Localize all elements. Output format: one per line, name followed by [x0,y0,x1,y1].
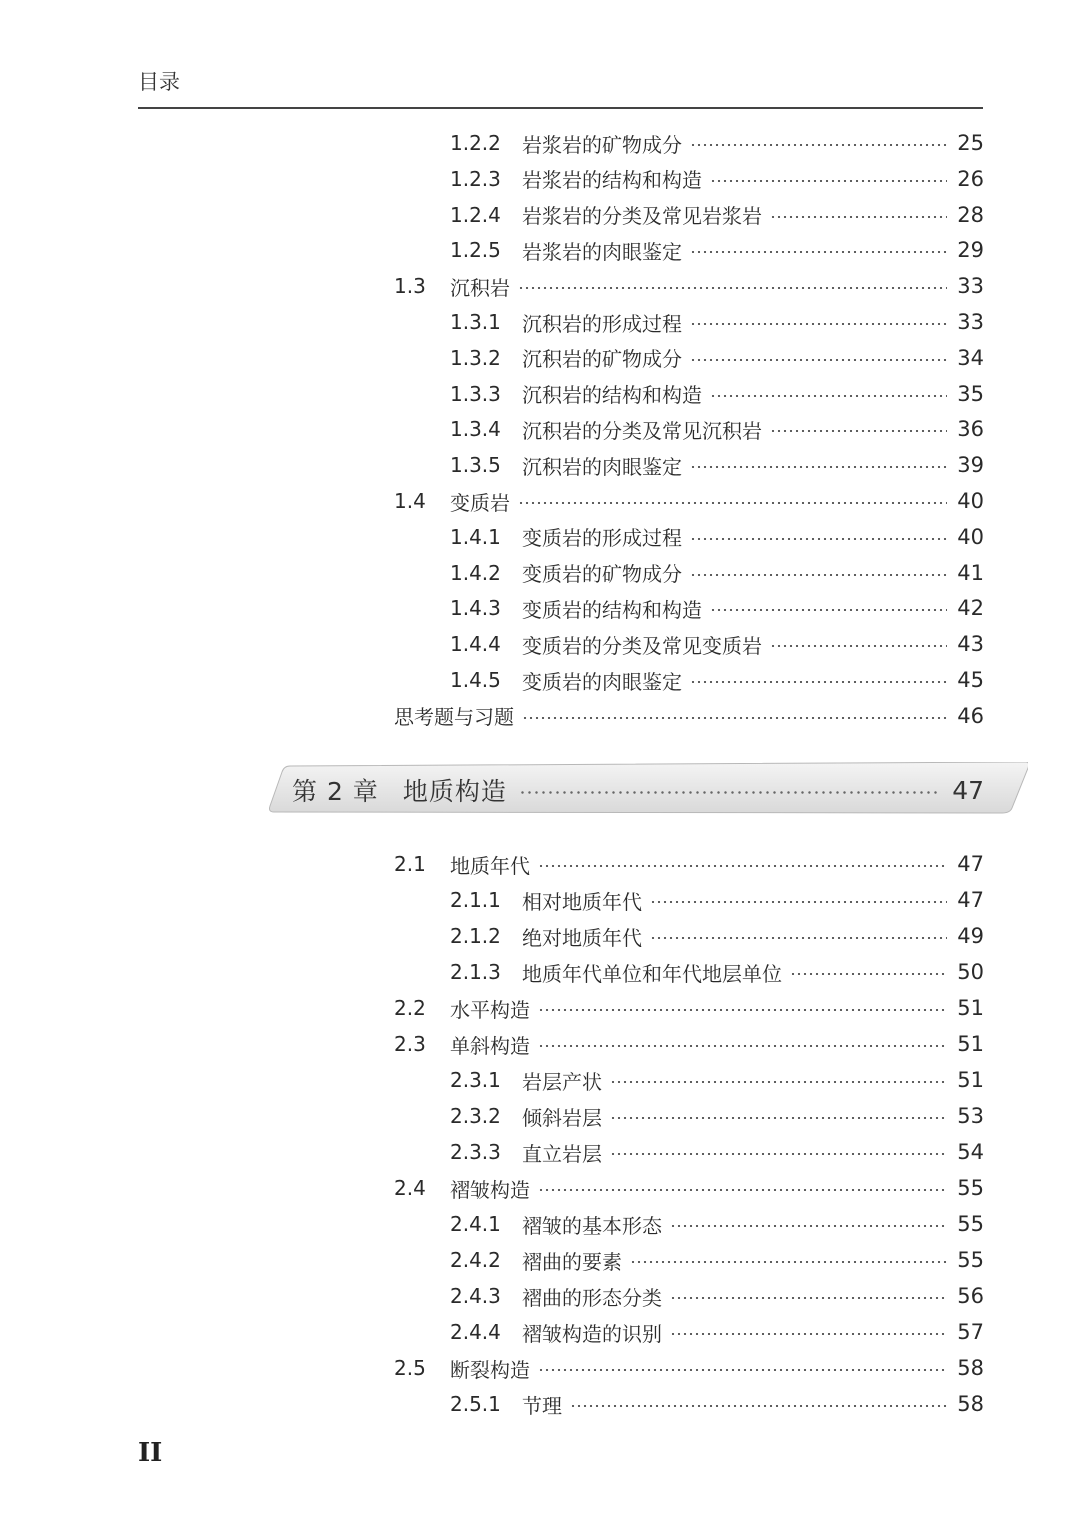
dot-leader [630,1261,947,1263]
toc-entry-title: 直立岩层 [522,1141,602,1166]
toc-entry[interactable] [450,1101,984,1131]
dot-leader [670,1297,947,1299]
toc-entry-title: 岩浆岩的结构和构造 [522,168,702,193]
toc-entry-page: 57 [957,1320,984,1344]
toc-entry-number: 1.4.2 [450,560,501,585]
toc-entry-number: 2.4.1 [450,1212,501,1236]
toc-entry-page: 34 [957,345,984,370]
toc-entry[interactable] [450,1317,984,1347]
toc-entry[interactable] [450,522,984,552]
dot-leader [690,323,947,325]
toc-entry-page: 51 [957,1032,984,1056]
toc-entry-title: 相对地质年代 [522,889,642,914]
toc-entry[interactable] [394,1173,984,1203]
running-header: 目录 [138,70,180,94]
toc-entry-page: 56 [957,1284,984,1308]
toc-entry-number: 1.4 [394,489,426,513]
toc-entry-title: 褶皱的基本形态 [522,1213,662,1238]
toc-entry[interactable] [394,993,984,1023]
toc-entry-title: 岩浆岩的矿物成分 [522,132,682,157]
dot-leader [690,466,947,468]
toc-entry-title: 岩浆岩的肉眼鉴定 [522,239,682,264]
toc-entry[interactable] [450,629,984,659]
dot-leader [538,865,947,867]
toc-entry-number: 2.1 [394,852,426,876]
page-number: II [138,1438,163,1468]
toc-entry-title: 褶皱构造的识别 [522,1321,662,1346]
toc-entry[interactable] [394,271,984,301]
toc-entry[interactable] [450,1137,984,1167]
toc-entry-title: 沉积岩的分类及常见沉积岩 [522,418,762,443]
toc-entry-page: 46 [957,703,984,728]
toc-entry-page: 40 [957,524,984,549]
toc-entry-number: 1.4.1 [450,524,501,549]
toc-entry-page: 40 [957,489,984,513]
chapter-title: 地质构造 [402,777,507,806]
toc-entry-title: 变质岩 [450,490,510,515]
toc-entry[interactable] [450,164,984,194]
toc-entry-page: 36 [957,417,984,442]
toc-entry-number: 1.3.4 [450,417,501,442]
toc-entry-page: 55 [957,1248,984,1272]
toc-entry-page: 28 [957,202,984,227]
toc-entry-title: 倾斜岩层 [522,1105,602,1130]
dot-leader [518,287,947,289]
toc-entry[interactable] [394,486,984,516]
toc-entry-title: 地质年代单位和年代地层单位 [522,961,782,986]
dot-leader [522,717,947,719]
dot-leader [538,1009,947,1011]
toc-entry-number: 1.2.4 [450,202,501,227]
toc-entry-number: 2.4 [394,1176,426,1200]
dot-leader [538,1045,947,1047]
toc-entry-page: 54 [957,1140,984,1164]
toc-entry[interactable] [450,200,984,230]
toc-entry-title: 断裂构造 [450,1357,530,1382]
toc-entry-page: 29 [957,238,984,263]
dot-leader [770,645,947,647]
toc-entry-number: 2.3.2 [450,1104,501,1128]
toc-entry-number: 2.1.2 [450,924,501,948]
toc-entry[interactable] [394,701,984,731]
toc-entry-title: 变质岩的肉眼鉴定 [522,669,682,694]
dot-leader [690,359,947,361]
dot-leader [690,251,947,253]
toc-entry-number: 2.4.4 [450,1320,501,1344]
toc-entry[interactable] [394,1353,984,1383]
toc-entry[interactable] [450,593,984,623]
toc-entry-title: 变质岩的分类及常见变质岩 [522,633,762,658]
dot-leader [610,1153,947,1155]
toc-entry-title: 水平构造 [450,997,530,1022]
toc-entry-title: 沉积岩的结构和构造 [522,383,702,408]
toc-entry-number: 1.2.3 [450,166,501,191]
toc-entry-number: 2.5 [394,1356,426,1380]
dot-leader [670,1333,947,1335]
toc-entry[interactable] [394,1029,984,1059]
toc-entry[interactable] [450,957,984,987]
toc-entry-page: 35 [957,381,984,406]
toc-entry-number: 1.4.5 [450,668,501,692]
toc-entry-title: 沉积岩 [450,275,510,300]
toc-entry-page: 47 [957,888,984,912]
toc-entry-page: 53 [957,1104,984,1128]
toc-entry[interactable] [394,849,984,879]
toc-entry-title: 褶皱构造 [450,1177,530,1202]
toc-entry-page: 33 [957,274,984,299]
toc-entry[interactable] [450,414,984,444]
dot-leader [650,901,947,903]
toc-entry-number: 2.1.1 [450,888,501,912]
toc-entry-title: 变质岩的结构和构造 [522,597,702,622]
toc-entry-page: 50 [957,960,984,984]
toc-entry[interactable] [450,235,984,265]
dot-leader [790,973,947,975]
toc-entry-title: 单斜构造 [450,1033,530,1058]
toc-entry[interactable] [450,450,984,480]
dot-leader [610,1117,947,1119]
toc-entry-page: 25 [957,131,984,155]
toc-entry[interactable] [450,1245,984,1275]
toc-entry-number: 1.2.2 [450,131,501,155]
chapter-2-heading[interactable] [292,770,984,810]
toc-entry-number: 1.4.4 [450,632,501,657]
toc-entry[interactable] [450,558,984,588]
dot-leader [690,681,947,683]
toc-entry-page: 41 [957,560,984,585]
toc-entry-number: 1.4.3 [450,596,501,621]
dot-leader [670,1225,947,1227]
toc-entry-page: 49 [957,924,984,948]
toc-entry-title: 褶曲的要素 [522,1249,622,1274]
toc-entry-title: 思考题与习题 [394,705,514,730]
dot-leader [690,574,947,576]
header-rule [138,107,983,109]
dot-leader [770,216,947,218]
toc-entry-page: 55 [957,1212,984,1236]
toc-entry-number: 2.3.1 [450,1068,501,1092]
toc-entry-title: 变质岩的矿物成分 [522,562,682,587]
toc-entry[interactable] [450,1209,984,1239]
toc-entry-page: 47 [957,852,984,876]
toc-entry-number: 2.2 [394,996,426,1020]
dot-leader [770,430,947,432]
toc-entry-number: 2.4.3 [450,1284,501,1308]
chapter-label: 第 2 章 [292,777,379,806]
toc-entry-page: 26 [957,166,984,191]
dot-leader [690,538,947,540]
toc-entry-title: 岩层产状 [522,1069,602,1094]
toc-entry-number: 1.3.3 [450,381,501,406]
toc-entry[interactable] [450,665,984,695]
toc-entry-page: 51 [957,996,984,1020]
dot-leader [570,1405,947,1407]
toc-entry-number: 2.3 [394,1032,426,1056]
toc-entry[interactable] [450,885,984,915]
dot-leader [538,1189,947,1191]
toc-entry-number: 2.4.2 [450,1248,501,1272]
toc-entry-page: 58 [957,1356,984,1380]
dot-leader [538,1369,947,1371]
toc-entry-page: 33 [957,310,984,334]
toc-entry[interactable] [450,379,984,409]
dot-leader [710,609,947,611]
dot-leader [710,180,947,182]
toc-entry-title: 节理 [522,1393,562,1418]
toc-entry-title: 绝对地质年代 [522,925,642,950]
dot-leader [710,395,947,397]
toc-entry[interactable] [450,921,984,951]
toc-entry-number: 1.3.1 [450,310,501,334]
toc-entry[interactable] [450,128,984,158]
toc-entry-title: 褶曲的形态分类 [522,1285,662,1310]
toc-entry[interactable] [450,1389,984,1419]
toc-entry[interactable] [450,1065,984,1095]
toc-entry-page: 43 [957,632,984,657]
toc-entry-page: 42 [957,596,984,621]
toc-entry-title: 沉积岩的矿物成分 [522,347,682,372]
toc-entry-number: 2.1.3 [450,960,501,984]
toc-entry-number: 1.2.5 [450,238,501,263]
toc-entry-title: 沉积岩的形成过程 [522,311,682,336]
toc-entry-page: 55 [957,1176,984,1200]
chapter-page: 47 [952,775,984,805]
toc-entry-number: 1.3.2 [450,345,501,370]
toc-entry-number: 1.3 [394,274,426,299]
toc-entry-page: 58 [957,1392,984,1416]
toc-entry-title: 沉积岩的肉眼鉴定 [522,454,682,479]
toc-entry[interactable] [450,307,984,337]
dot-leader [610,1081,947,1083]
dot-leader [519,791,938,794]
toc-entry-number: 1.3.5 [450,453,501,478]
dot-leader [650,937,947,939]
toc-entry-page: 39 [957,453,984,478]
toc-entry-title: 岩浆岩的分类及常见岩浆岩 [522,204,762,229]
toc-entry-page: 45 [957,668,984,692]
toc-entry[interactable] [450,343,984,373]
toc-entry-number: 2.3.3 [450,1140,501,1164]
dot-leader [518,502,947,504]
toc-entry-title: 地质年代 [450,853,530,878]
toc-entry[interactable] [450,1281,984,1311]
dot-leader [690,144,947,146]
toc-entry-page: 51 [957,1068,984,1092]
toc-entry-title: 变质岩的形成过程 [522,526,682,551]
toc-entry-number: 2.5.1 [450,1392,501,1416]
